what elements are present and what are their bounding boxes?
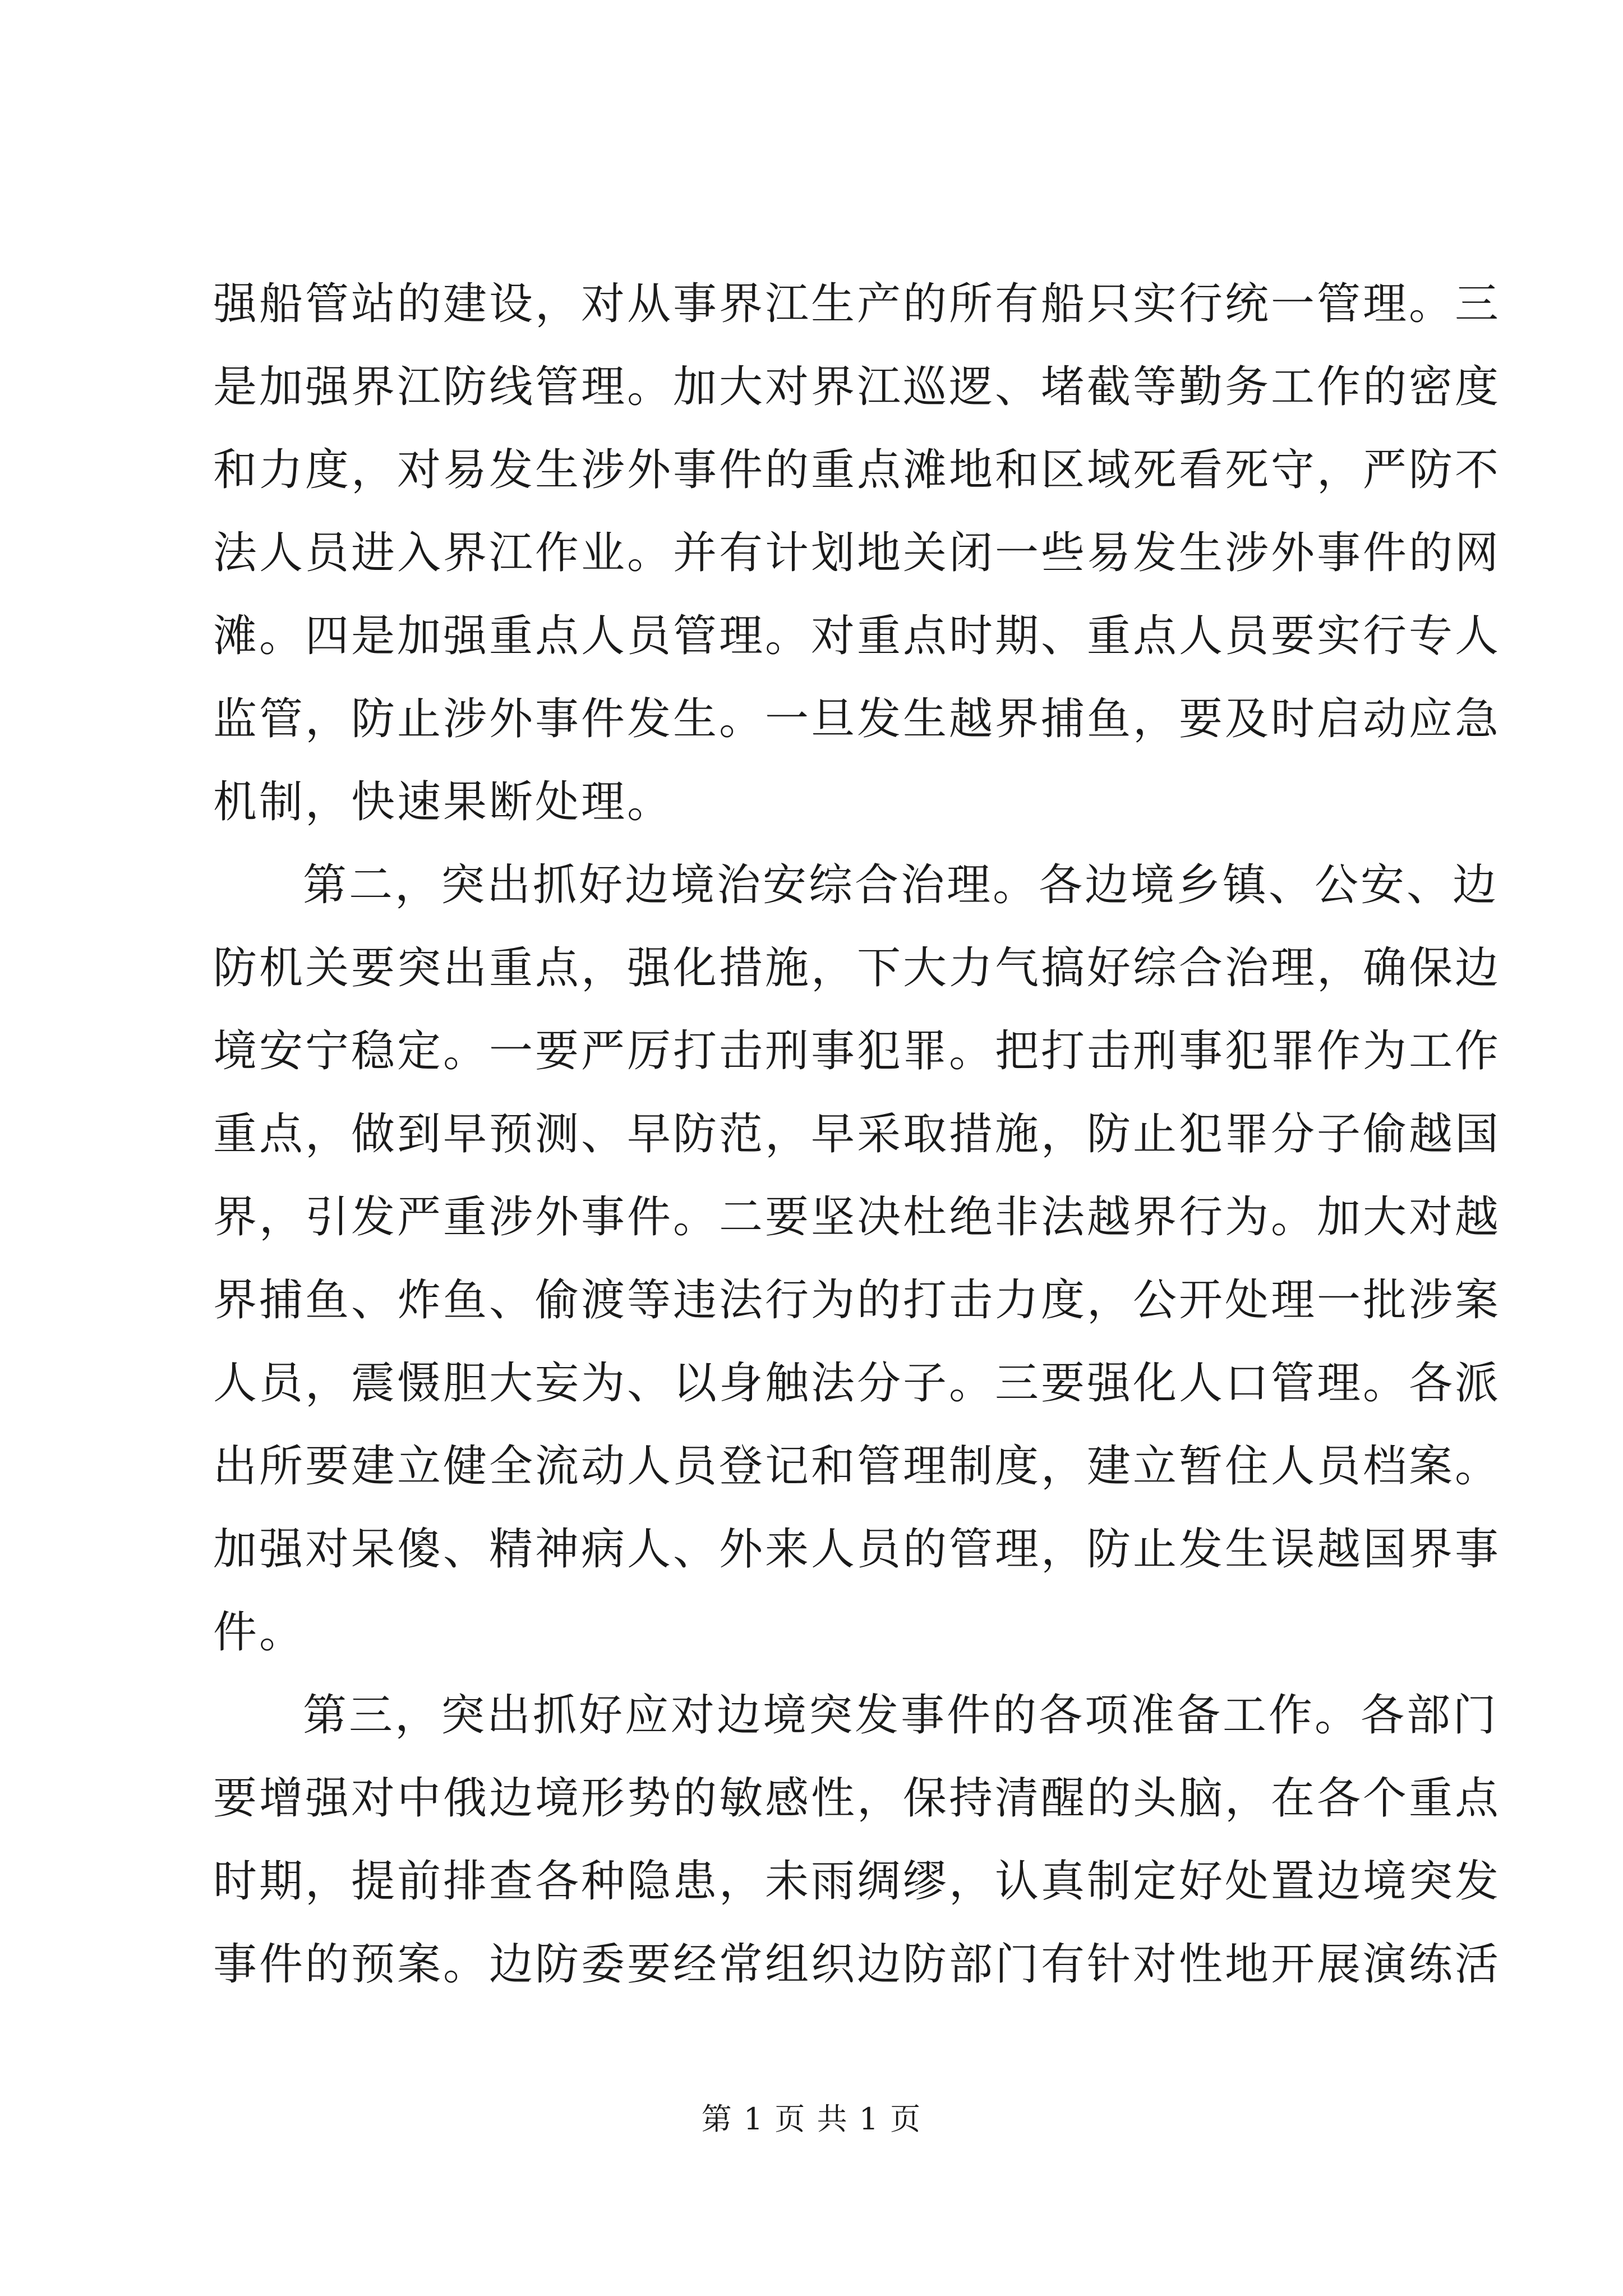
page-footer: 第 1 页 共 1 页 [701, 2101, 922, 2137]
text-line: 重点，做到早预测、早防范，早采取措施，防止犯罪分子偷越国 [213, 1109, 1501, 1159]
text-line: 界，引发严重涉外事件。二要坚决杜绝非法越界行为。加大对越 [213, 1192, 1501, 1243]
text-line: 防机关要突出重点，强化措施，下大力气搞好综合治理，确保边 [213, 943, 1501, 993]
text-line: 法人员进入界江作业。并有计划地关闭一些易发生涉外事件的网 [213, 528, 1501, 578]
text-line: 强船管站的建设，对从事界江生产的所有船只实行统一管理。三 [213, 279, 1501, 329]
text-line: 境安宁稳定。一要严厉打击刑事犯罪。把打击刑事犯罪作为工作 [213, 1026, 1501, 1076]
text-line: 是加强界江防线管理。加大对界江巡逻、堵截等勤务工作的密度 [213, 362, 1501, 412]
text-line: 监管，防止涉外事件发生。一旦发生越界捕鱼，要及时启动应急 [213, 694, 1501, 744]
text-line: 要增强对中俄边境形势的敏感性，保持清醒的头脑，在各个重点 [213, 1773, 1501, 1824]
text-line: 事件的预案。边防委要经常组织边防部门有针对性地开展演练活 [213, 1939, 1501, 1990]
document-body [213, 263, 1501, 2006]
text-line: 加强对呆傻、精神病人、外来人员的管理，防止发生误越国界事 [213, 1524, 1501, 1575]
paragraph-first-line: 第二，突出抓好边境治安综合治理。各边境乡镇、公安、边 [303, 860, 1499, 910]
text-line: 时期，提前排查各种隐患，未雨绸缪，认真制定好处置边境突发 [213, 1856, 1501, 1907]
text-line: 件。 [213, 1607, 306, 1658]
text-line: 和力度，对易发生涉外事件的重点滩地和区域死看死守，严防不 [213, 445, 1501, 495]
text-line: 滩。四是加强重点人员管理。对重点时期、重点人员要实行专人 [213, 611, 1501, 661]
text-line: 出所要建立健全流动人员登记和管理制度，建立暂住人员档案。 [213, 1441, 1501, 1492]
text-line: 机制，快速果断处理。 [213, 777, 674, 827]
text-line: 界捕鱼、炸鱼、偷渡等违法行为的打击力度，公开处理一批涉案 [213, 1275, 1501, 1326]
paragraph-first-line: 第三，突出抓好应对边境突发事件的各项准备工作。各部门 [303, 1690, 1499, 1741]
text-line: 人员，震慑胆大妄为、以身触法分子。三要强化人口管理。各派 [213, 1358, 1501, 1409]
